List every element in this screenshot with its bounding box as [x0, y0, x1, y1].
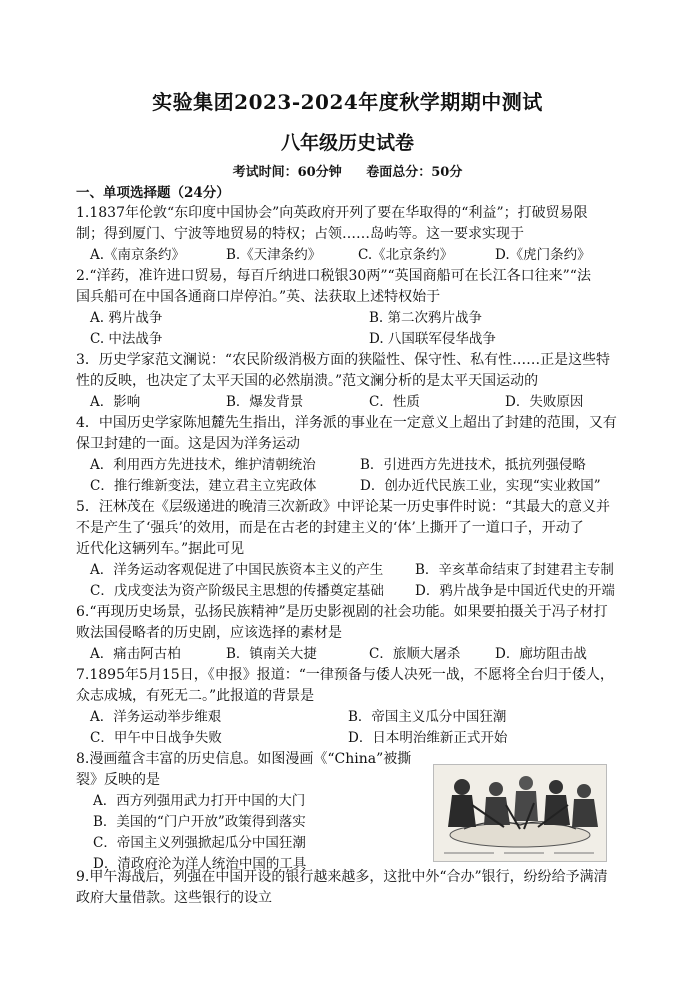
question-7-line-1: 7.1895年5月15日，《申报》报道：“一律预备与倭人决死一战，不愿将全台归于倭人，	[76, 667, 614, 683]
question-1-line-2: 制；得到厦门、宁波等地贸易的特权；占领……岛屿等。这一要求实现于	[76, 226, 524, 242]
question-2-option-a: A. 鸦片战争	[90, 310, 163, 326]
question-6-option-c: C．旅顺大屠杀	[369, 646, 461, 662]
cartoon-illustration	[433, 764, 607, 862]
question-4-option-a: A．利用西方先进技术，维护清朝统治	[90, 457, 316, 473]
question-5-option-b: B．辛亥革命结束了封建君主专制	[415, 562, 614, 578]
question-5-option-a: A．洋务运动客观促进了中国民族资本主义的产生	[90, 562, 384, 578]
question-1-line-1: 1.1837年伦敦“东印度中国协会”向英政府开列了要在华取得的“利益”；打破贸易限	[76, 205, 588, 221]
question-9-line-2: 政府大量借款。这些银行的设立	[76, 890, 272, 906]
question-8-option-b: B．美国的“门户开放”政策得到落实	[93, 814, 306, 830]
question-7-line-2: 众志成城，有死无二。”此报道的背景是	[76, 688, 315, 704]
question-2-option-d: D. 八国联军侵华战争	[369, 331, 496, 347]
question-5-option-c: C．戊戌变法为资产阶级民主思想的传播奠定基础	[90, 583, 384, 599]
question-6-line-1: 6.“再现历史场景，弘扬民族精神”是历史影视剧的社会功能。如果要拍摄关于冯子材打	[76, 604, 608, 620]
question-4-line-2: 保卫封建的一面。这是因为洋务运动	[76, 436, 300, 452]
question-4-option-c: C．推行维新变法，建立君主立宪政体	[90, 478, 317, 494]
question-5-option-d: D．鸦片战争是中国近代史的开端	[415, 583, 615, 599]
question-3-line-2: 性的反映，也决定了太平天国的必然崩溃。”范文澜分析的是太平天国运动的	[76, 373, 539, 389]
question-6-line-2: 败法国侵略者的历史剧，应该选择的素材是	[76, 625, 342, 641]
question-5-line-1: 5．汪林茂在《层级递进的晚清三次新政》中评论某一历史事件时说：“其最大的意义并	[76, 499, 611, 515]
question-3-option-c: C．性质	[369, 394, 420, 410]
question-8-option-a: A．西方列强用武力打开中国的大门	[93, 793, 306, 809]
exam-meta	[0, 161, 695, 180]
question-3-option-d: D．失败原因	[505, 394, 584, 410]
question-3-line-1: 3．历史学家范文澜说：“农民阶级消极方面的狭隘性、保守性、私有性……正是这些特	[76, 352, 611, 368]
cartoon-drawing	[434, 765, 606, 861]
exam-score: 卷面总分：50分	[366, 165, 463, 180]
question-4-option-b: B．引进西方先进技术，抵抗列强侵略	[360, 457, 586, 473]
question-1-option-a: A.《南京条约》	[90, 247, 186, 263]
question-7-option-b: B．帝国主义瓜分中国狂潮	[348, 709, 507, 725]
exam-subtitle: 八年级历史试卷	[280, 132, 414, 154]
question-2-option-b: B. 第二次鸦片战争	[369, 310, 483, 326]
question-9-line-1: 9.甲午海战后，列强在中国开设的银行越来越多，这批中外“合办”银行，纷纷给予满清	[76, 869, 608, 885]
question-2-line-2: 国兵船可在中国各通商口岸停泊。”英、法获取上述特权始于	[76, 289, 441, 305]
question-3-option-a: A．影响	[90, 394, 141, 410]
question-8-line-2: 裂》反映的是	[76, 772, 160, 788]
question-1-option-c: C.《北京条约》	[358, 247, 454, 263]
exam-title: 实验集团2023-2024年度秋学期期中测试	[152, 90, 543, 114]
question-4-option-d: D．创办近代民族工业，实现“实业救国”	[360, 478, 601, 494]
question-8-line-1: 8.漫画蕴含丰富的历史信息。如图漫画《“China”被撕	[76, 751, 412, 767]
question-6-option-d: D．廊坊阻击战	[495, 646, 587, 662]
question-6-option-a: A．痛击阿古柏	[90, 646, 181, 662]
question-7-option-d: D．日本明治维新正式开始	[348, 730, 508, 746]
question-1-option-d: D.《虎门条约》	[495, 247, 591, 263]
question-2-line-1: 2.“洋药，准许进口贸易，每百斤纳进口税银30两”“英国商船可在长江各口往来”“法	[76, 268, 591, 284]
question-7-option-c: C．甲午中日战争失败	[90, 730, 222, 746]
question-6-option-b: B．镇南关大捷	[226, 646, 317, 662]
question-8-option-d: D．清政府沦为洋人统治中国的工具	[93, 856, 307, 872]
question-7-option-a: A．洋务运动举步维艰	[90, 709, 222, 725]
question-3-option-b: B．爆发背景	[226, 394, 304, 410]
question-4-line-1: 4．中国历史学家陈旭麓先生指出，洋务派的事业在一定意义上超出了封建的范围，又有	[76, 415, 617, 431]
question-8-option-c: C．帝国主义列强掀起瓜分中国狂潮	[93, 835, 306, 851]
question-5-line-3: 近代化这辆列车。”据此可见	[76, 541, 245, 557]
exam-time: 考试时间：60分钟	[232, 165, 342, 180]
question-5-line-2: 不是产生了‘强兵’的效用，而是在古老的封建主义的‘体’上撕开了一道口子，开动了	[76, 520, 584, 536]
section-heading: 一、单项选择题（24分）	[76, 185, 230, 201]
question-1-option-b: B.《天津条约》	[226, 247, 322, 263]
question-2-option-c: C. 中法战争	[90, 331, 163, 347]
